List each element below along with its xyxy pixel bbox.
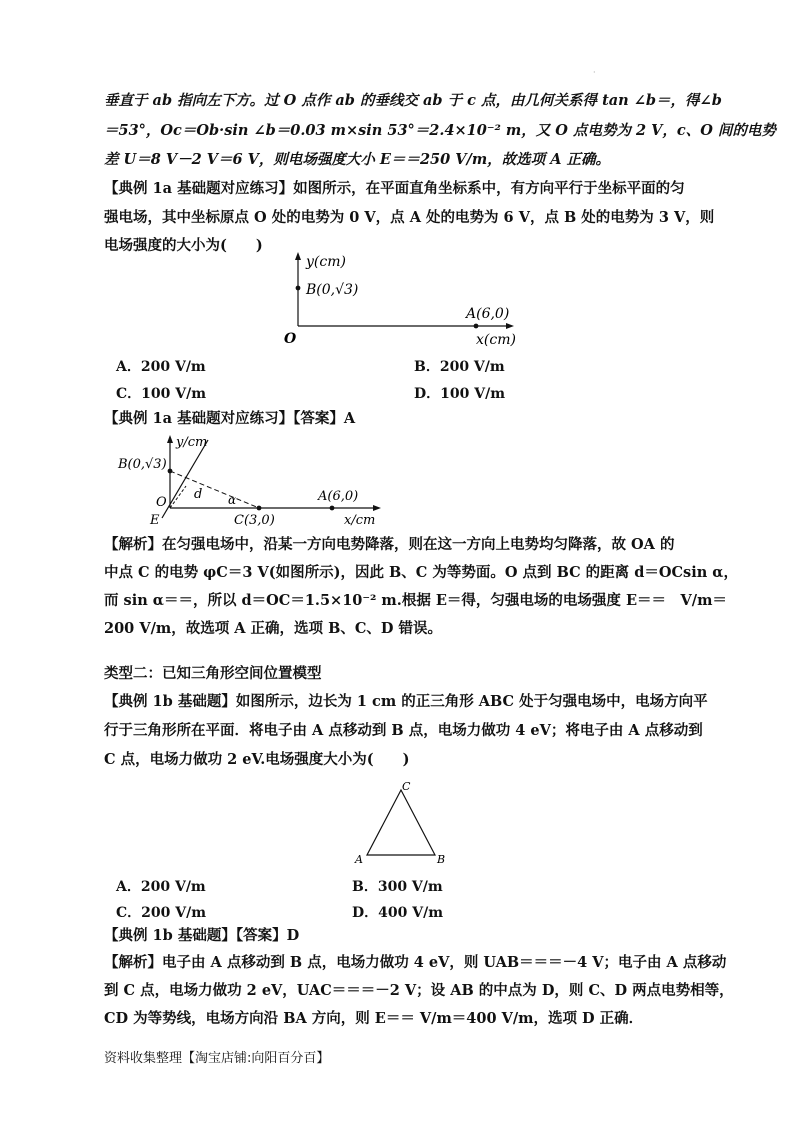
ex1b-text-1: 如图所示，边长为 1 cm 的正三角形 ABC 处于匀强电场中，电场方向平 (235, 693, 708, 710)
triangle-abc (367, 790, 435, 855)
ex1b-option-a[interactable]: A．200 V/m (116, 879, 206, 895)
point-b-dot (168, 469, 173, 474)
point-a-dot (330, 506, 335, 511)
ex1a-text-1: 如图所示，在平面直角坐标系中，有方向平行于坐标平面的匀 (293, 180, 685, 197)
para1-line-3: 差 U＝8 V－2 V＝6 V，则电场强度大小 E＝＝250 V/m，故选项 A 正确。 (104, 151, 611, 168)
x-axis-arrow (373, 505, 381, 511)
page-footer: 资料收集整理【淘宝店铺:向阳百分百】 (104, 1051, 330, 1066)
ans1b-analysis-2: 到 C 点，电场力做功 2 eV，UAC＝＝＝－2 V；设 AB 的中点为 D，则 C、D 两点电势相等， (104, 982, 734, 999)
field-line (162, 440, 208, 518)
ex1a-option-a[interactable]: A．200 V/m (116, 359, 206, 375)
x-axis-label: x(cm) (476, 332, 516, 348)
ex1a-heading: 【典例 1a 基础题对应练习】 (104, 180, 294, 197)
ans1a-analysis-4: 200 V/m，故选项 A 正确，选项 B、C、D 错误。 (104, 620, 443, 637)
ex1a-option-c[interactable]: C．100 V/m (116, 386, 207, 402)
coordinate-figure-1a (280, 248, 540, 348)
type2-title: 类型二：已知三角形空间位置模型 (104, 665, 322, 682)
ex1a-line-3: 电场强度的大小为( ) (104, 237, 263, 254)
ex1a-line-1 (104, 179, 685, 199)
ex1b-line-1 (104, 692, 708, 712)
ans1a-analysis-1: 【解析】在匀强电场中，沿某一方向电势降落，则在这一方向上电势均匀降落，故 OA 的 (104, 536, 675, 553)
ans1a-analysis-3: 而 sin α＝＝，所以 d＝OC＝1.5×10⁻² m.根据 E＝得，匀强电场的电场强度 E＝＝ V/m＝ (104, 592, 727, 609)
top-mark: · (593, 68, 596, 77)
point-a-dot (474, 324, 479, 329)
point-a-label: A(6,0) (466, 306, 510, 322)
vertex-b-label: B (437, 853, 446, 866)
origin-label: O (284, 331, 297, 347)
ex1b-option-c[interactable]: C．200 V/m (116, 905, 207, 921)
ex1a-option-d[interactable]: D．100 V/m (414, 386, 506, 402)
coordinate-figure-answer-1a (104, 426, 404, 530)
y-axis-arrow (295, 252, 301, 260)
ans1a-heading: 【典例 1a 基础题对应练习】【答案】 (104, 410, 344, 427)
ex1b-option-b[interactable]: B．300 V/m (352, 879, 443, 895)
para1-line-2: ＝53°，Oc＝Ob·sin ∠b＝0.03 m×sin 53°＝2.4×10⁻² m，又 O 点电势为 2 V，c、O 间的电势 (104, 122, 776, 139)
vertex-a-label: A (355, 853, 363, 866)
ex1b-line-3: C 点，电场力做功 2 eV.电场强度大小为( ) (104, 751, 410, 768)
ex1a-option-b[interactable]: B．200 V/m (414, 359, 505, 375)
d-label: d (194, 487, 203, 502)
ans1b-answer: D (286, 927, 300, 944)
ans1b-heading: 【典例 1b 基础题】【答案】 (104, 927, 287, 944)
point-c-dot (257, 506, 262, 511)
ans1a-answer: A (343, 410, 356, 427)
triangle-figure (350, 778, 460, 868)
x-axis-arrow (506, 323, 514, 329)
ans1b-heading-line (104, 926, 299, 946)
y-axis-label: y/cm (176, 435, 208, 450)
e-label: E (150, 513, 160, 528)
origin-label: O (156, 495, 167, 510)
ex1b-heading: 【典例 1b 基础题】 (104, 693, 236, 710)
ex1b-option-d[interactable]: D．400 V/m (352, 905, 444, 921)
point-b-label: B(0,√3) (118, 457, 167, 472)
point-a-label: A(6,0) (318, 489, 359, 504)
point-b-label: B(0,√3) (306, 282, 359, 298)
ex1b-line-2: 行于三角形所在平面．将电子由 A 点移动到 B 点，电场力做功 4 eV；将电子由 A 点移动到 (104, 722, 703, 739)
alpha-label: α (228, 493, 237, 507)
para1-line-1: 垂直于 ab 指向左下方。过 O 点作 ab 的垂线交 ab 于 c 点，由几何关系得 tan ∠b＝，得∠b (104, 92, 722, 109)
x-axis-label: x/cm (344, 513, 376, 528)
ans1a-analysis-2: 中点 C 的电势 φC＝3 V(如图所示)，因此 B、C 为等势面。O 点到 BC 的距离 d＝OCsin α， (104, 564, 738, 581)
point-c-label: C(3,0) (234, 513, 275, 528)
distance-d-line (170, 486, 186, 508)
ans1b-analysis-3: CD 为等势线，电场方向沿 BA 方向，则 E＝＝ V/m＝400 V/m，选项 D 正确． (104, 1010, 644, 1027)
y-axis-label: y(cm) (306, 254, 346, 270)
ans1b-analysis-1: 【解析】电子由 A 点移动到 B 点，电场力做功 4 eV，则 UAB＝＝＝－4 V；电子由 A 点移动 (104, 954, 727, 971)
y-axis-arrow (167, 435, 173, 443)
ex1a-line-2: 强电场，其中坐标原点 O 处的电势为 0 V，点 A 处的电势为 6 V，点 B 处的电势为 3 V，则 (104, 209, 715, 226)
vertex-c-label: C (402, 780, 411, 793)
point-b-dot (296, 286, 301, 291)
